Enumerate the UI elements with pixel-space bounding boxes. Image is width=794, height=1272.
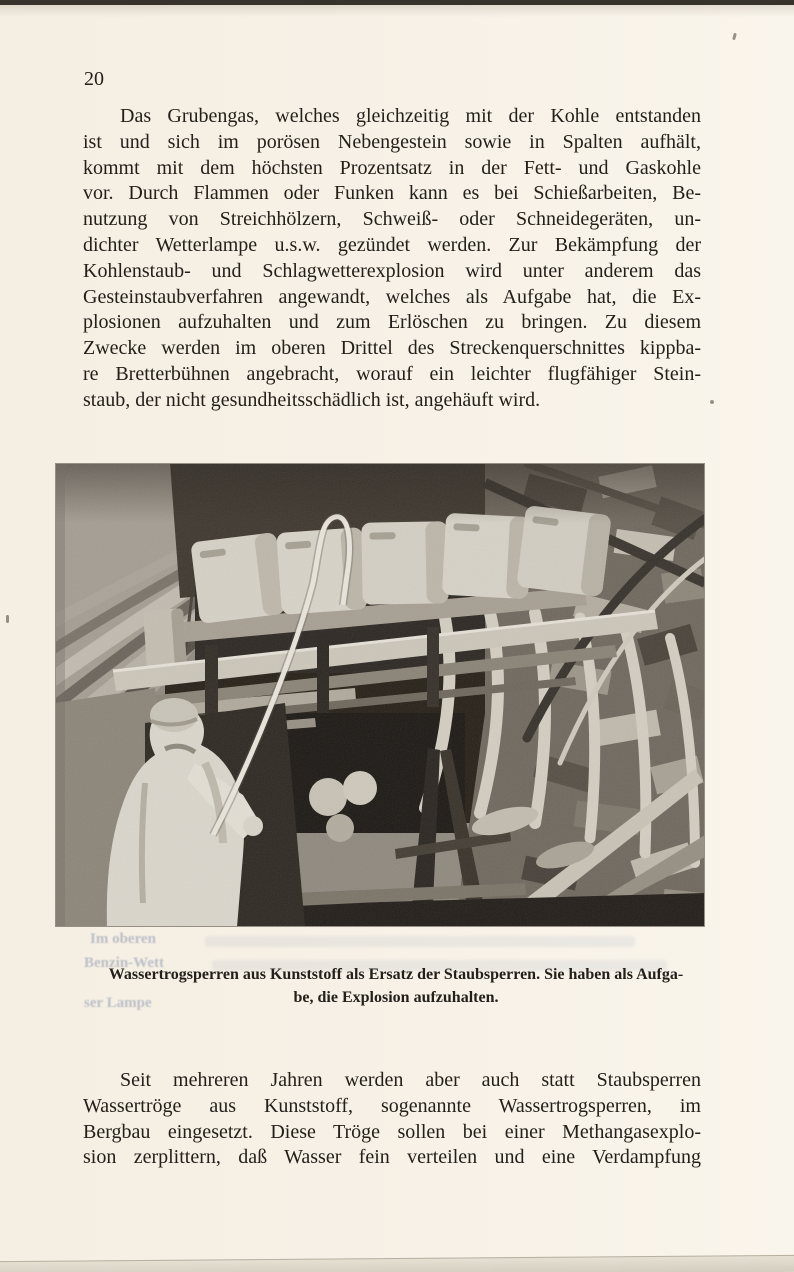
scan-speck xyxy=(710,400,714,404)
text-line: dichter Wetterlampe u.s.w. gezündet werden. Zur Bekämpfung der xyxy=(83,233,701,256)
bleed-through-bar xyxy=(205,936,635,947)
text-line: Bergbau eingesetzt. Diese Tröge sollen bei einer Methangasexplo- xyxy=(83,1120,701,1143)
bleed-through-text: ser Lampe xyxy=(84,995,152,1011)
paragraph-1 xyxy=(83,104,701,414)
text-line: re Bretterbühnen angebracht, worauf ein leichter flugfähiger Stein- xyxy=(83,362,701,385)
text-line: sion zerplittern, daß Wasser fein verteilen und eine Verdampfung xyxy=(83,1146,701,1169)
page-curl-shadow xyxy=(0,1255,794,1272)
text-line: ist und sich im porösen Nebengestein sowie in Spalten aufhält, xyxy=(83,130,701,153)
photo-caption xyxy=(82,964,710,1009)
text-line: Wassertröge aus Kunststoff, sogenannte Wassertrogsperren, im xyxy=(83,1094,701,1117)
text-line: nutzung von Streichhölzern, Schweiß- oder Schneidegeräten, un- xyxy=(83,208,701,231)
mine-tunnel-photograph xyxy=(55,463,705,927)
scan-edge-shadow xyxy=(0,5,794,17)
text-line: Kohlenstaub- und Schlagwetterexplosion wird unter anderem das xyxy=(83,259,701,282)
text-line: Das Grubengas, welches gleichzeitig mit der Kohle entstanden xyxy=(120,105,701,127)
page-number: 20 xyxy=(84,68,104,90)
paragraph-2 xyxy=(83,1068,701,1171)
bleed-through-text: Im oberen xyxy=(90,931,156,947)
text-line: staub, der nicht gesundheitsschädlich ist, angehäuft wird. xyxy=(83,388,541,411)
text-line: Gesteinstaubverfahren angewandt, welches als Aufgabe hat, die Ex- xyxy=(83,285,701,308)
scan-speck xyxy=(6,615,9,623)
text-line: Seit mehreren Jahren werden aber auch statt Staubsperren xyxy=(120,1069,701,1091)
text-line: kommt mit dem höchsten Prozentsatz in der Fett- und Gaskohle xyxy=(83,156,701,179)
text-line: plosionen aufzuhalten und zum Erlöschen zu bringen. Zu diesem xyxy=(83,311,701,334)
text-line: vor. Durch Flammen oder Funken kann es bei Schießarbeiten, Be- xyxy=(83,182,701,205)
caption-line: Wassertrogsperren aus Kunststoff als Ersatz der Staubsperren. Sie haben als Aufga- xyxy=(108,966,684,983)
scan-speck xyxy=(732,33,737,41)
bleed-through-text: Benzin-Wett xyxy=(84,955,164,971)
text-line: Zwecke werden im oberen Drittel des Streckenquerschnittes kippba- xyxy=(83,337,701,360)
caption-line: be, die Explosion aufzuhalten. xyxy=(293,988,499,1006)
